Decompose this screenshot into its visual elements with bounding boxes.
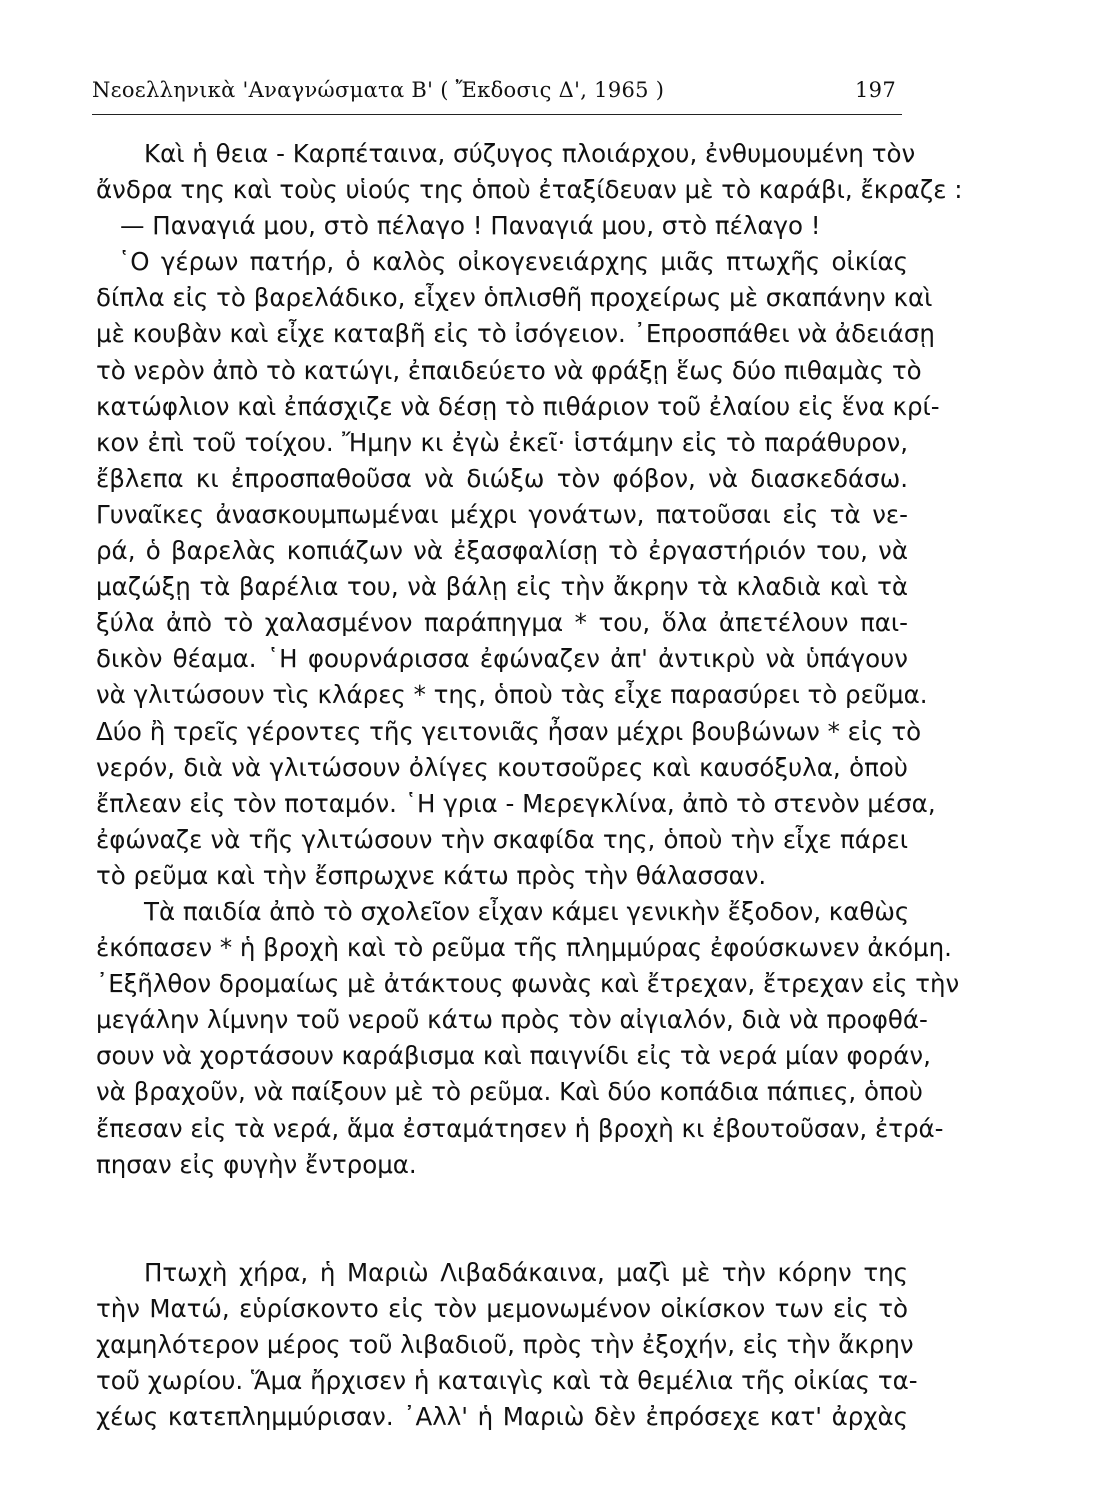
text-line: νὰ γλιτώσουν τὶς κλάρες * της, ὁποὺ τὰς εἶχε παρασύρει τὸ ρεῦμα. — [96, 680, 928, 710]
text-line: ἄνδρα της καὶ τοὺς υἱούς της ὁποὺ ἐταξίδευαν μὲ τὸ καράβι, ἔκραζε : — [96, 175, 963, 205]
text-line: δίπλα εἰς τὸ βαρελάδικο, εἶχεν ὁπλισθῆ προχείρως μὲ σκαπάνην καὶ — [96, 283, 933, 313]
page-number: 197 — [855, 78, 896, 102]
running-header — [92, 78, 902, 108]
paragraph-1 — [96, 136, 963, 208]
text-line: ᾿Εξῆλθον δρομαίως μὲ ἀτάκτους φωνὰς καὶ ἔτρεχαν, ἔτρεχαν εἰς τὴν — [96, 969, 960, 999]
text-line: κατώφλιον καὶ ἐπάσχιζε νὰ δέσῃ τὸ πιθάριον τοῦ ἐλαίου εἰς ἕνα κρί- — [96, 391, 940, 421]
section-gap — [96, 1183, 908, 1255]
paragraph-3 — [96, 244, 940, 894]
text-line: Καὶ ἡ θεια - Καρπέταινα, σύζυγος πλοιάρχου, ἐνθυμουμένη τὸν — [144, 139, 916, 168]
text-line: πησαν εἰς φυγὴν ἔντρομα. — [96, 1149, 417, 1179]
text-line: σουν νὰ χορτάσουν καράβισμα καὶ παιγνίδι εἰς τὰ νερά μίαν φοράν, — [96, 1041, 931, 1071]
text-line: μεγάλην λίμνην τοῦ νεροῦ κάτω πρὸς τὸν αἰγιαλόν, διὰ νὰ προφθά- — [96, 1005, 928, 1035]
paragraph-2 — [96, 208, 908, 244]
paragraph-5 — [96, 1255, 918, 1435]
text-line: ἔβλεπα κι ἐπροσπαθοῦσα νὰ διώξω τὸν φόβον, νὰ διασκεδάσω. — [96, 463, 908, 493]
text-line: ἐκόπασεν * ἡ βροχὴ καὶ τὸ ρεῦμα τῆς πλημμύρας ἐφούσκωνεν ἀκόμη. — [96, 933, 952, 963]
text-line: ἔπεσαν εἰς τὰ νερά, ἅμα ἐσταμάτησεν ἡ βροχὴ κι ἐβουτοῦσαν, ἐτρά- — [96, 1113, 944, 1143]
text-line: τὸ ρεῦμα καὶ τὴν ἔσπρωχνε κάτω πρὸς τὴν θάλασσαν. — [96, 860, 767, 890]
text-line: — Παναγιά μου, στὸ πέλαγο ! Παναγιά μου, στὸ πέλαγο ! — [120, 211, 821, 241]
text-line: Δύο ἢ τρεῖς γέροντες τῆς γειτονιᾶς ἦσαν μέχρι βουβώνων * εἰς τὸ — [96, 716, 922, 746]
header-rule — [92, 114, 902, 115]
text-line: κον ἐπὶ τοῦ τοίχου. Ἤμην κι ἐγὼ ἐκεῖ· ἱστάμην εἰς τὸ παράθυρον, — [96, 427, 908, 457]
text-line: μὲ κουβὰν καὶ εἶχε καταβῆ εἰς τὸ ἰσόγειον. ᾿Επροσπάθει νὰ ἀδειάσῃ — [96, 319, 935, 349]
text-line: τὸ νερὸν ἀπὸ τὸ κατώγι, ἐπαιδεύετο νὰ φράξῃ ἕως δύο πιθαμὰς τὸ — [96, 355, 922, 385]
text-line: τοῦ χωρίου. Ἅμα ἤρχισεν ἡ καταιγὶς καὶ τὰ θεμέλια τῆς οἰκίας τα- — [96, 1366, 918, 1395]
text-line: Τὰ παιδία ἀπὸ τὸ σχολεῖον εἶχαν κάμει γενικὴν ἔξοδον, καθὼς — [144, 896, 910, 926]
text-line: νερόν, διὰ νὰ γλιτώσουν ὀλίγες κουτσοῦρες καὶ καυσόξυλα, ὁποὺ — [96, 752, 908, 782]
paragraph-4 — [96, 894, 960, 1183]
text-line: χαμηλότερον μέρος τοῦ λιβαδιοῦ, πρὸς τὴν ἐξοχήν, εἰς τὴν ἄκρην — [96, 1329, 914, 1359]
text-line: Γυναῖκες ἀνασκουμπωμέναι μέχρι γονάτων, πατοῦσαι εἰς τὰ νε- — [96, 499, 908, 529]
text-line: χέως κατεπλημμύρισαν. ᾿Αλλ' ἡ Μαριὼ δὲν ἐπρόσεχε κατ' ἀρχὰς — [96, 1402, 908, 1432]
text-line: μαζώξῃ τὰ βαρέλια του, νὰ βάλῃ εἰς τὴν ἄκρην τὰ κλαδιὰ καὶ τὰ — [96, 572, 908, 602]
text-line: ξύλα ἀπὸ τὸ χαλασμένον παράπηγμα * του, ὅλα ἀπετέλουν παι- — [96, 608, 908, 638]
text-line: ἔπλεαν εἰς τὸν ποταμόν. ῾Η γρια - Μερεγκλίνα, ἀπὸ τὸ στενὸν μέσα, — [96, 788, 936, 818]
header-title: Νεοελληνικὰ 'Αναγνώσματα Β' ( Ἔκδοσις Δ', 1965 ) — [92, 78, 665, 102]
text-line: ἐφώναζε νὰ τῆς γλιτώσουν τὴν σκαφίδα της, ὁποὺ τὴν εἶχε πάρει — [96, 824, 908, 854]
text-line: νὰ βραχοῦν, νὰ παίξουν μὲ τὸ ρεῦμα. Καὶ δύο κοπάδια πάπιες, ὁποὺ — [96, 1077, 923, 1107]
text-line: δικὸν θέαμα. ῾Η φουρνάρισσα ἐφώναζεν ἀπ' ἀντικρὺ νὰ ὑπάγουν — [96, 644, 908, 674]
text-line: ρά, ὁ βαρελὰς κοπιάζων νὰ ἐξασφαλίσῃ τὸ ἐργαστήριόν του, νὰ — [96, 536, 908, 566]
text-line: Πτωχὴ χήρα, ἡ Μαριὼ Λιβαδάκαινα, μαζὶ μὲ τὴν κόρην της — [144, 1257, 908, 1287]
text-line: τὴν Ματώ, εὑρίσκοντο εἰς τὸν μεμονωμένον οἰκίσκον των εἰς τὸ — [96, 1293, 908, 1323]
body-text — [96, 136, 963, 1435]
text-line: ῾Ο γέρων πατήρ, ὁ καλὸς οἰκογενειάρχης μιᾶς πτωχῆς οἰκίας — [118, 247, 908, 277]
